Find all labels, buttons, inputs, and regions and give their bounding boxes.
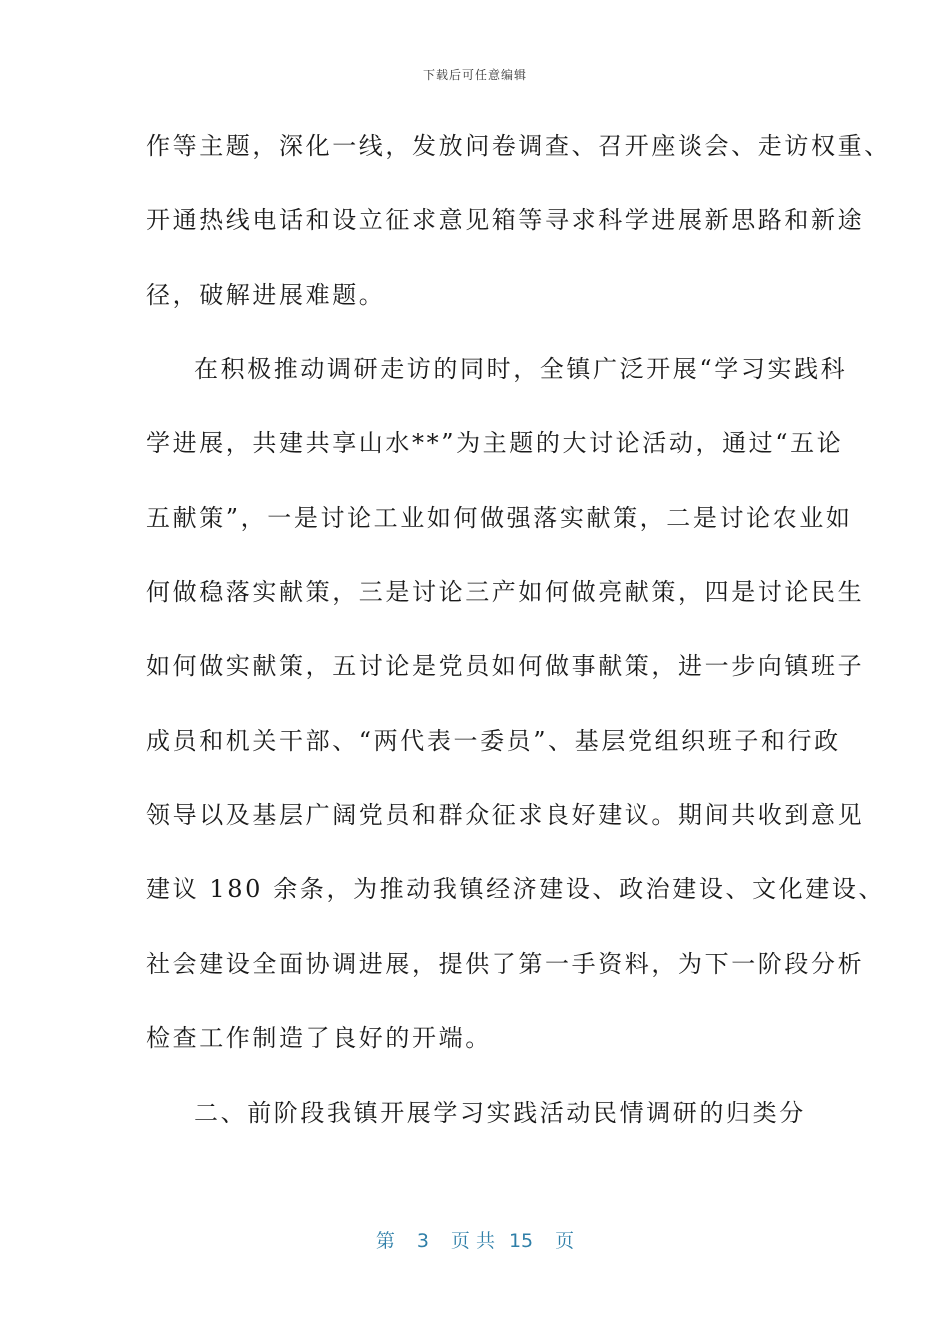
- body-line: 领导以及基层广阔党员和群众征求良好建议。期间共收到意见: [146, 801, 865, 829]
- body-line: 何做稳落实献策，三是讨论三产如何做亮献策，四是讨论民生: [146, 578, 865, 606]
- body-line: 社会建设全面协调进展，提供了第一手资料，为下一阶段分析: [146, 950, 865, 978]
- current-page-number: 3: [416, 1230, 429, 1252]
- body-line: 如何做实献策，五讨论是党员如何做事献策，进一步向镇班子: [146, 652, 865, 680]
- footer-suffix: 页: [555, 1230, 575, 1252]
- body-line: 开通热线电话和设立征求意见箱等寻求科学进展新思路和新途: [146, 206, 865, 234]
- body-line: 作等主题，深化一线，发放问卷调查、召开座谈会、走访权重、: [146, 132, 891, 160]
- body-line: 学进展，共建共享山水**”为主题的大讨论活动，通过“五论: [146, 429, 844, 457]
- page-number-footer: [0, 1226, 950, 1253]
- header-note: 下载后可任意编辑: [422, 68, 527, 82]
- body-line: 径，破解进展难题。: [146, 281, 386, 309]
- body-line: 检查工作制造了良好的开端。: [146, 1024, 492, 1052]
- body-line: 五献策”，一是讨论工业如何做强落实献策，二是讨论农业如: [146, 504, 853, 532]
- body-line: 成员和机关干部、“两代表一委员”、基层党组织班子和行政: [146, 727, 841, 755]
- footer-prefix: 第: [375, 1230, 395, 1252]
- footer-middle: 页 共: [450, 1230, 495, 1252]
- total-pages-number: 15: [508, 1230, 534, 1252]
- body-line: 建议 180 余条，为推动我镇经济建设、政治建设、文化建设、: [146, 875, 886, 903]
- section-heading: 二、前阶段我镇开展学习实践活动民情调研的归类分: [194, 1099, 806, 1127]
- paragraph-first-line: 在积极推动调研走访的同时，全镇广泛开展“学习实践科: [194, 355, 848, 383]
